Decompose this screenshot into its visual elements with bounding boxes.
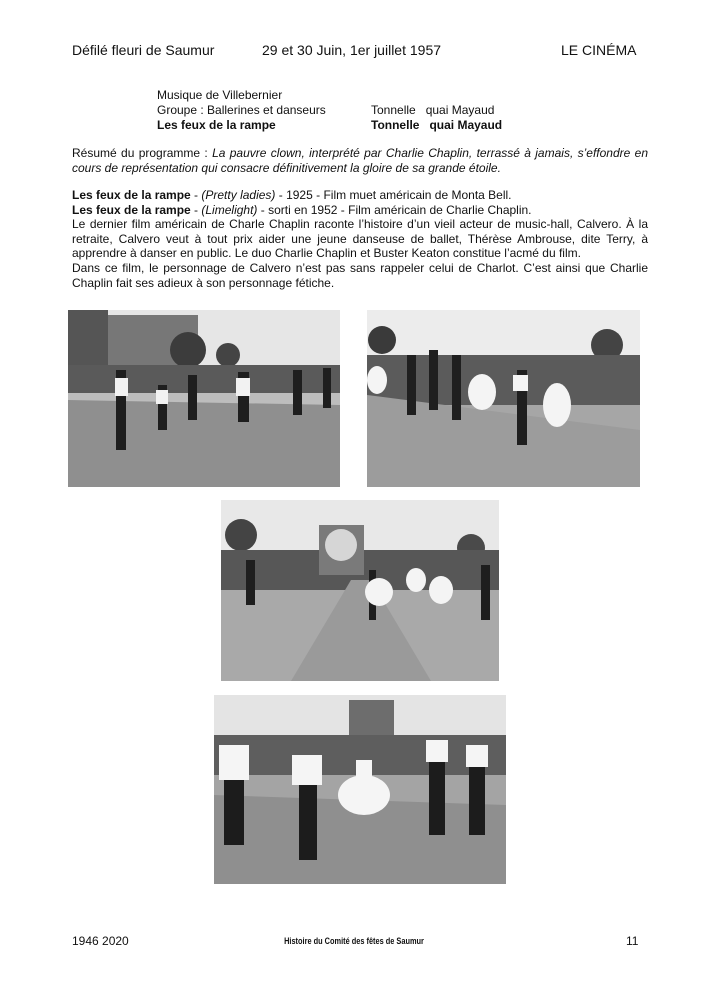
header-left: Défilé fleuri de Saumur [72, 42, 215, 58]
film-synopsis: Le dernier film américain de Charle Chaplin raconte l’histoire d’un vieil acteur de music-hall, Calvero. À la retraite, Calvero veut à tout prix aider une jeune danseuse de ballet, Thérèse Ambrouse, dite Terry, à apprendre à danser en public. Le duo Charlie Chaplin et Buster Keaton constitue l’acmé du film. [72, 217, 648, 261]
film-2-original-title: (Limelight) [201, 202, 258, 217]
footer-years: 1946 2020 [72, 934, 129, 948]
header-right: LE CINÉMA [561, 42, 637, 58]
photo-clown-float [221, 500, 499, 681]
film-2-details: - sorti en 1952 - Film américain de Charlie Chaplin. [257, 202, 532, 217]
intro-title: Les feux de la rampe [157, 118, 276, 132]
film-2-separator: - [190, 202, 202, 217]
photo-dancers-crowd [367, 310, 640, 487]
film-note: Dans ce film, le personnage de Calvero n’est pas sans rappeler celui de Charlot. C’est ainsi que Charlie Chaplin fait ses adieux à son personnage fétiche. [72, 260, 648, 290]
intro-location-2: Tonnelle quai Mayaud [371, 118, 503, 132]
intro-block [157, 88, 503, 133]
film-1-title: Les feux de la rampe [72, 188, 191, 202]
film-1-separator: - [190, 188, 202, 202]
film-1-details: - 1925 - Film muet américain de Monta Bell. [275, 188, 512, 202]
photo-marching-band [68, 310, 340, 487]
page-number: 11 [626, 934, 639, 948]
film-1-line [72, 188, 648, 203]
intro-location-1: Tonnelle quai Mayaud [371, 103, 495, 117]
summary-label: Résumé du programme : [72, 146, 213, 160]
film-1-original-title: (Pretty ladies) [201, 188, 276, 202]
intro-group: Groupe : Ballerines et danseurs [157, 103, 326, 117]
summary-paragraph [72, 146, 648, 176]
film-2-title: Les feux de la rampe [72, 202, 191, 217]
film-2-line [72, 203, 648, 218]
footer-publication-title: Histoire du Comité des fêtes de Saumur [284, 936, 424, 946]
photo-dancing-couple [214, 695, 506, 884]
intro-line-1: Musique de Villebernier [157, 88, 283, 102]
summary-text: La pauvre clown, interprété par Charlie Chaplin, terrassé à jamais, s’effondre en cours de représentation qui consacre définitivement la gloire de sa grande étoile. [72, 146, 648, 175]
header-center: 29 et 30 Juin, 1er juillet 1957 [262, 42, 442, 58]
description-block [72, 188, 648, 290]
